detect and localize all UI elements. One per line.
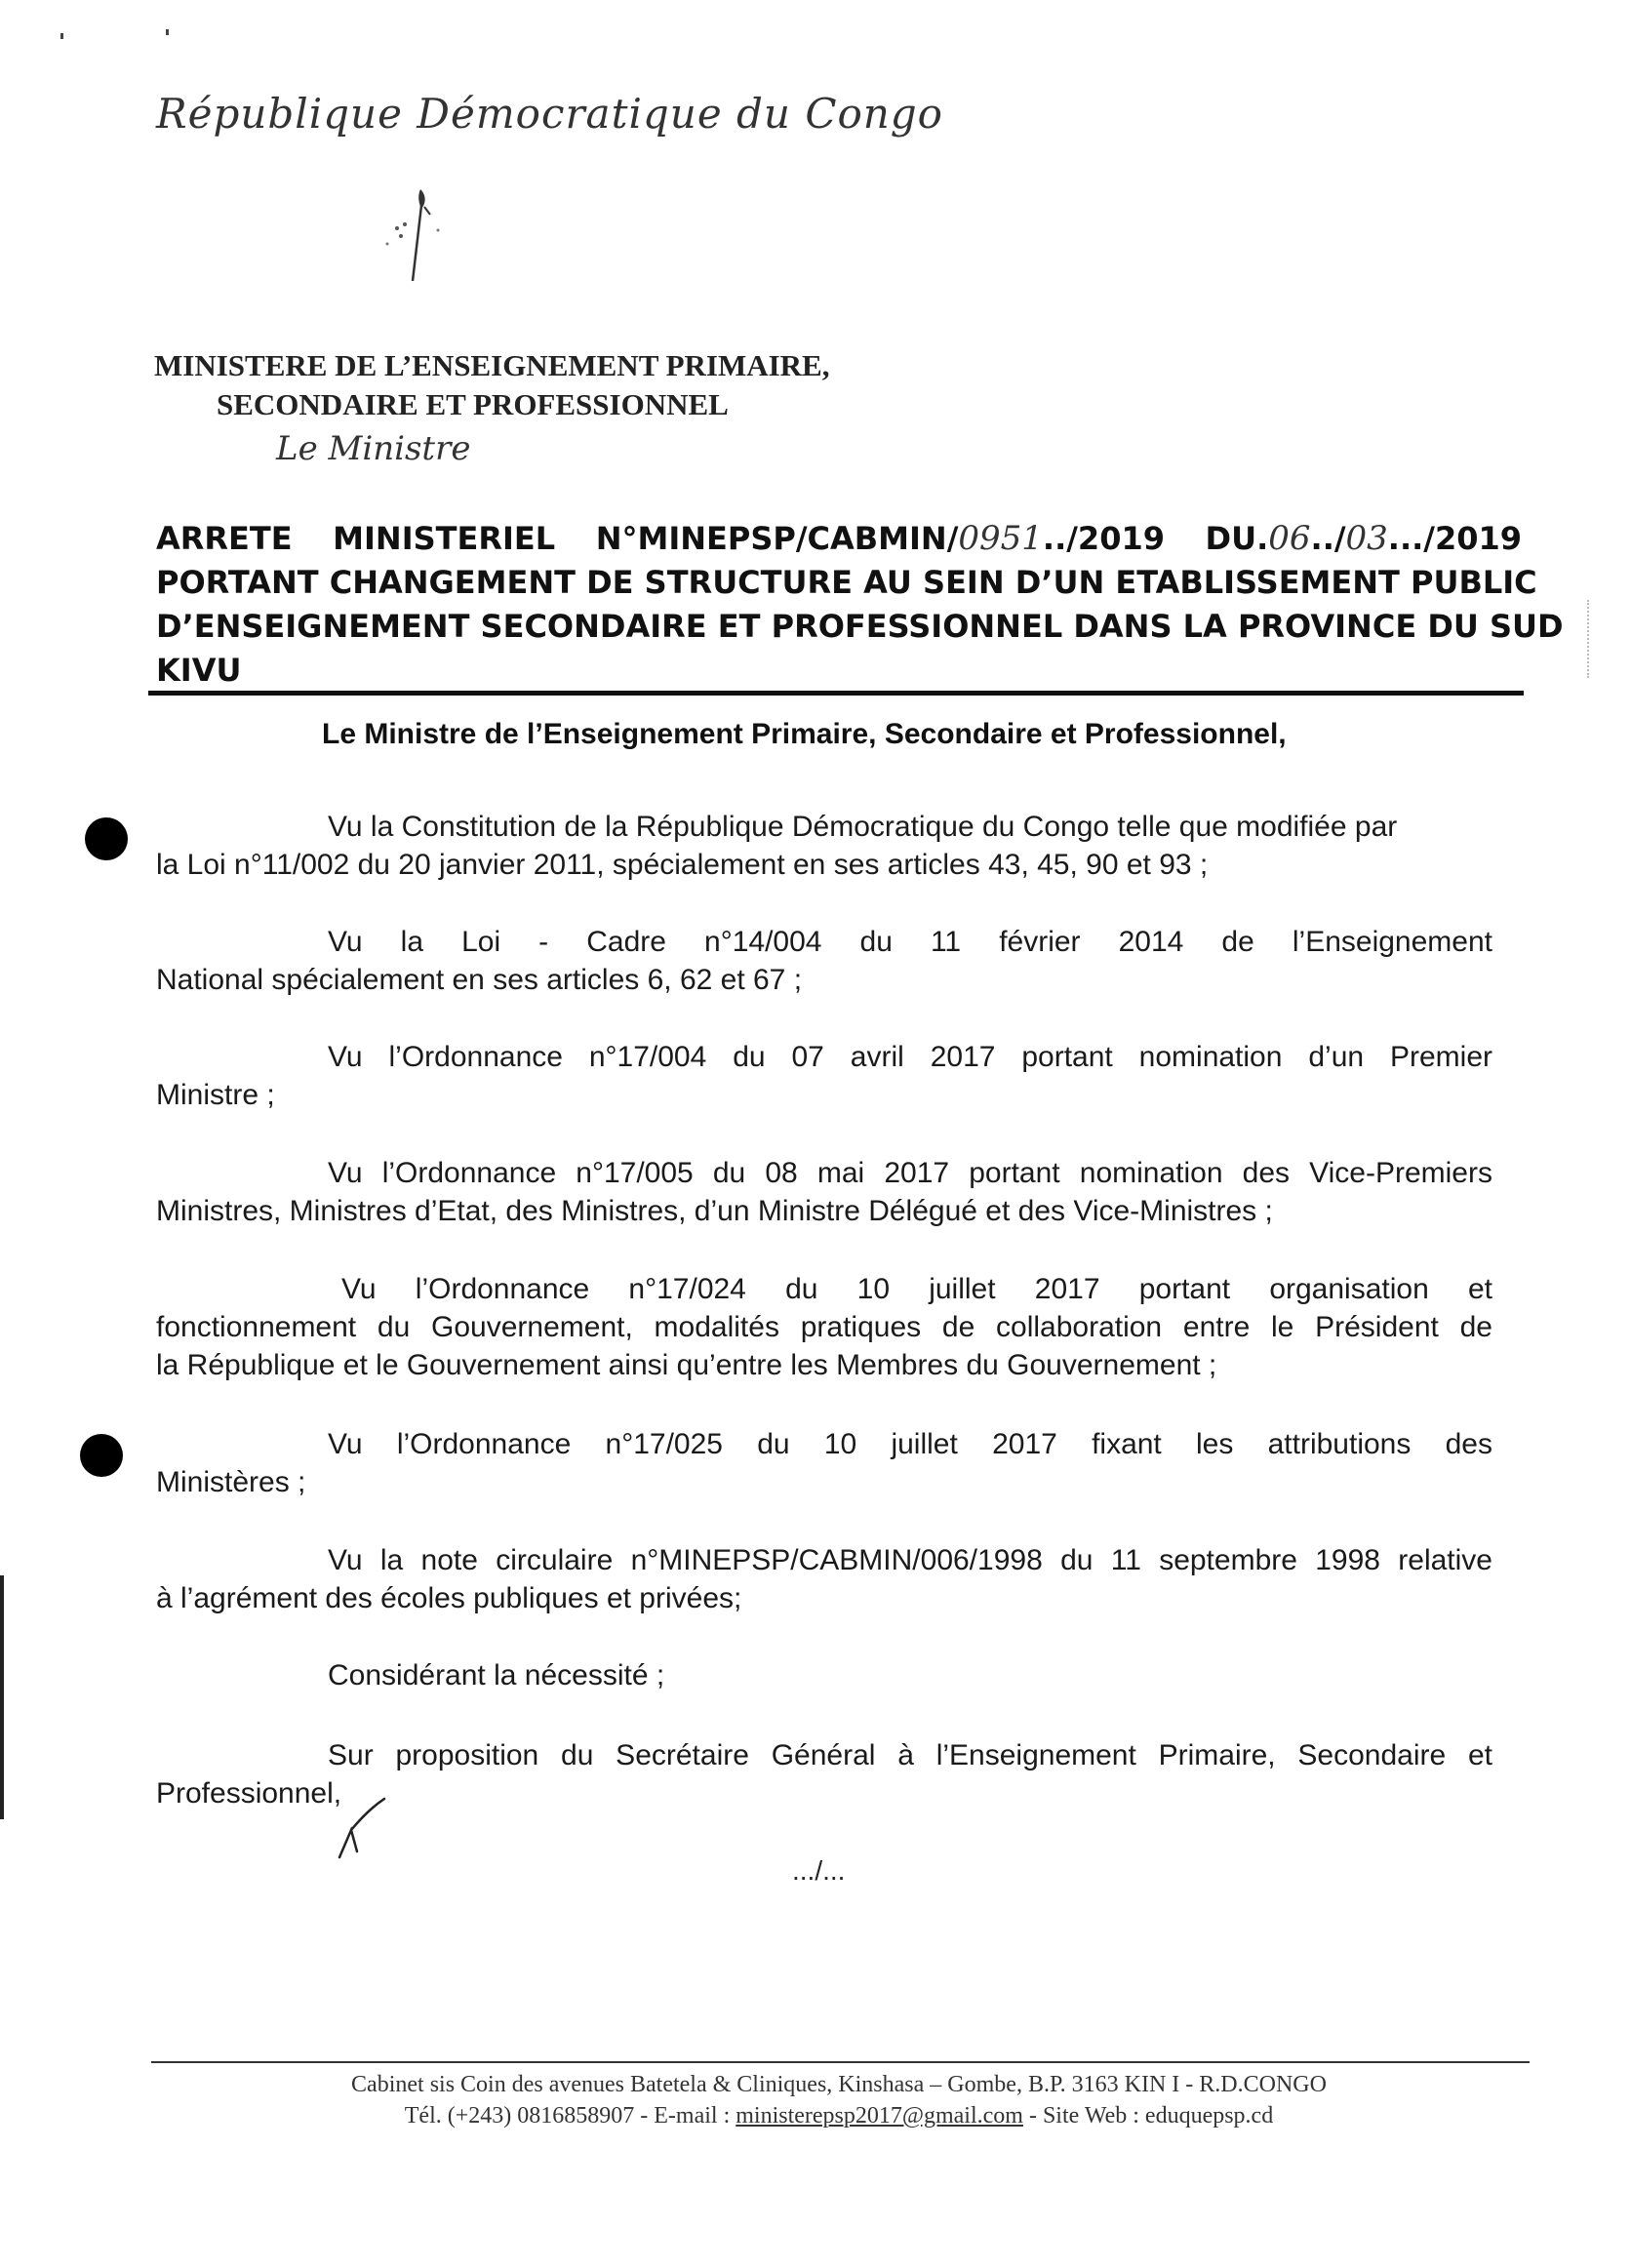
recital-attributions: Vu l’Ordonnance n°17/025 du 10 juillet 2017 fixant les attributions des Ministères ; (156, 1428, 1492, 1498)
title-line-1: ARRETE MINISTERIEL N°MINEPSP/CABMIN/0951../2019 DU.06../03.../2019 (156, 519, 1523, 558)
punch-hole-bottom (80, 1434, 123, 1477)
ministry-name (154, 346, 829, 424)
handwritten-decree-number: 0951 (958, 519, 1043, 558)
page-continuation: .../... (792, 1855, 846, 1886)
national-emblem-icon (376, 185, 454, 293)
country-heading: République Démocratique du Congo (156, 90, 943, 138)
punch-hole-top (85, 817, 128, 860)
recital-vice-premiers: Vu l’Ordonnance n°17/005 du 08 mai 2017 portant nomination des Vice-Premiers Ministres, Ministres d’Etat, des Ministres, d’un Ministre Délégué et des Vice-Ministres ; (156, 1157, 1492, 1227)
scan-margin-mark (1587, 600, 1592, 678)
minister-heading: Le Ministre de l’Enseignement Primaire, Secondaire et Professionnel, (322, 718, 1287, 750)
footer-address: Cabinet sis Coin des avenues Batetela & Cliniques, Kinshasa – Gombe, B.P. 3163 KIN I - R.D.CONGO (351, 2072, 1327, 2097)
recital-constitution: Vu la Constitution de la République Démocratique du Congo telle que modifiée par la Loi n°11/002 du 20 janvier 2011, spécialement en ses articles 43, 45, 90 et 93 ; (156, 811, 1398, 881)
footer-email-link[interactable]: ministerepsp2017@gmail.com (736, 2103, 1023, 2129)
footer-divider (151, 2061, 1530, 2063)
handwritten-initial-icon (332, 1795, 390, 1863)
recital-organisation-gouvernement: Vu l’Ordonnance n°17/024 du 10 juillet 2017 portant organisation et fonctionnement du Gouvernement, modalités pratiques de collaboration entre le Président de la République et le Gouvernement ainsi qu’entre les Membres du Gouvernement ; (156, 1273, 1492, 1381)
title-line-3: D’ENSEIGNEMENT SECONDAIRE ET PROFESSIONNEL DANS LA PROVINCE DU SUD (156, 608, 1564, 645)
footer-contact: Tél. (+243) 0816858907 - E-mail : ministerepsp2017@gmail.com - Site Web : eduquepsp.cd (404, 2103, 1274, 2129)
recital-premier-ministre: Vu l’Ordonnance n°17/004 du 07 avril 2017 portant nomination d’un Premier Ministre ; (156, 1041, 1492, 1111)
scan-speck (60, 33, 63, 39)
title-line-2: PORTANT CHANGEMENT DE STRUCTURE AU SEIN D’UN ETABLISSEMENT PUBLIC (156, 564, 1537, 601)
minister-signature-heading: Le Ministre (276, 429, 471, 468)
scan-speck (166, 29, 169, 35)
decree-title (156, 517, 1564, 693)
scan-edge-shadow (0, 1575, 4, 1819)
recital-note-circulaire: Vu la note circulaire n°MINEPSP/CABMIN/006/1998 du 11 septembre 1998 relative à l’agrément des écoles publiques et privées; (156, 1544, 1492, 1614)
ministry-line-2: SECONDAIRE ET PROFESSIONNEL (217, 387, 729, 421)
recital-loi-cadre: Vu la Loi - Cadre n°14/004 du 11 février 2014 de l’Enseignement National spécialement en ses articles 6, 62 et 67 ; (156, 926, 1492, 996)
handwritten-day: 06 (1268, 519, 1311, 558)
recital-considerant: Considérant la nécessité ; (328, 1659, 665, 1691)
title-line-4: KIVU (156, 652, 242, 689)
handwritten-month: 03 (1345, 519, 1388, 558)
title-divider (148, 691, 1524, 696)
recital-proposition: Sur proposition du Secrétaire Général à l’Enseignement Primaire, Secondaire et Professionnel, (156, 1739, 1492, 1810)
ministry-line-1: MINISTERE DE L’ENSEIGNEMENT PRIMAIRE, (154, 348, 830, 382)
